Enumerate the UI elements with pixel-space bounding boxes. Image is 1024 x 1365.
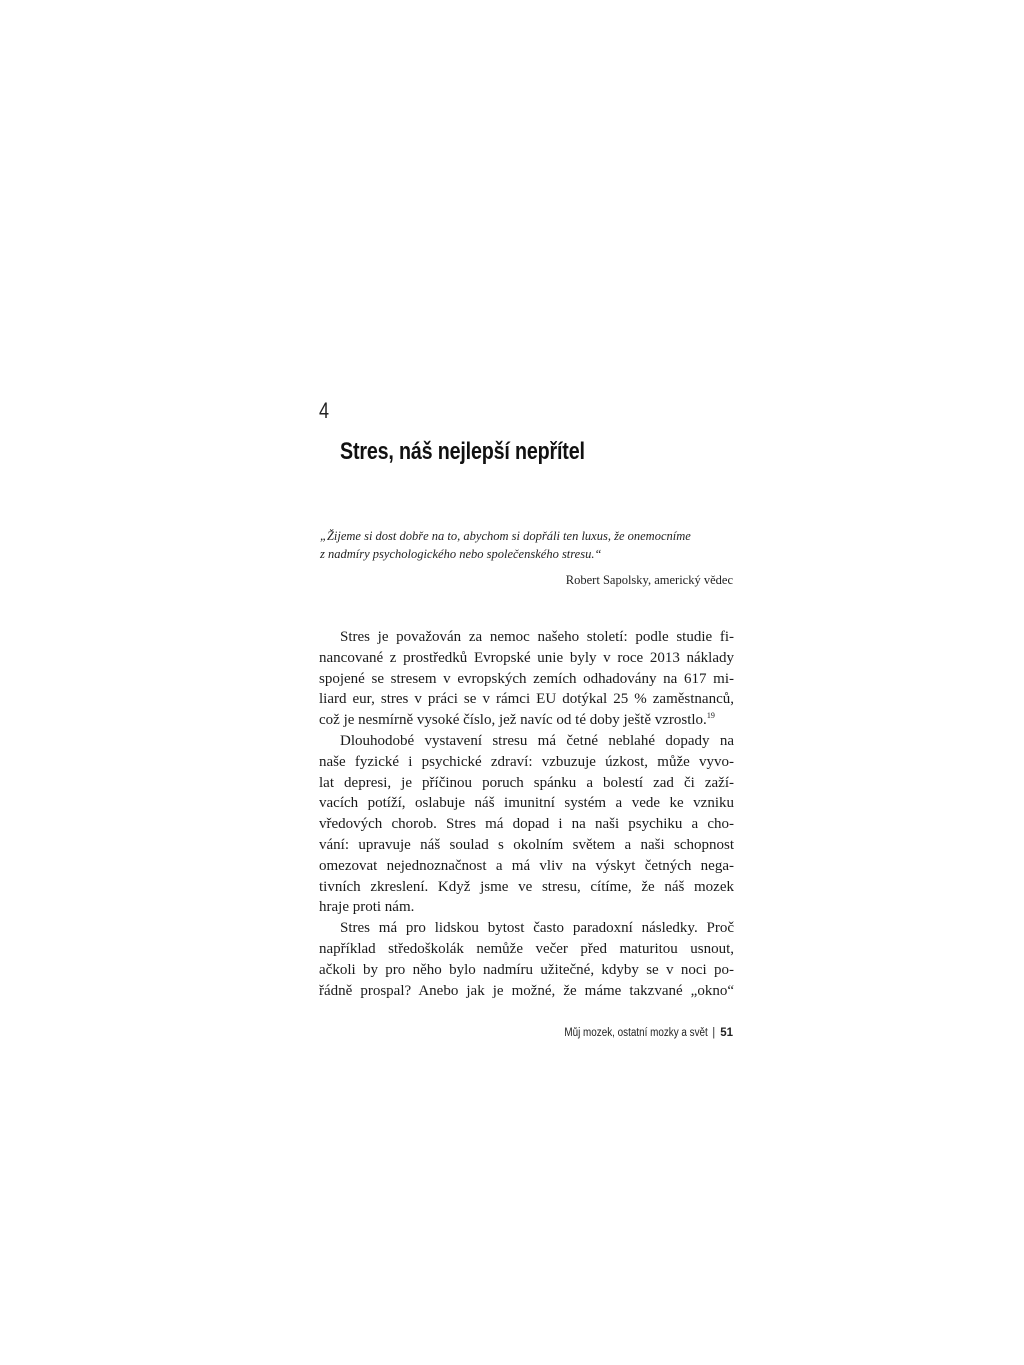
chapter-title: Stres, náš nejlepší nepřítel (340, 438, 585, 465)
body-line: Stres má pro lidskou bytost často paradoxní následky. Proč (340, 920, 734, 937)
page-number: 51 (720, 1027, 733, 1039)
running-title: Můj mozek, ostatní mozky a svět (564, 1027, 709, 1039)
body-line: řádně prospal? Anebo jak je možné, že máme takzvané „okno“ (319, 982, 734, 999)
epigraph-line: „Žijeme si dost dobře na to, abychom si dopřáli ten luxus, že onemocníme (320, 529, 691, 543)
page-footer (540, 1024, 733, 1042)
body-line: omezovat nejednoznačnost a má vliv na výskyt četných nega- (319, 857, 734, 874)
epigraph-author: Robert Sapolsky, americký vědec (565, 573, 733, 587)
chapter-number: 4 (319, 398, 330, 423)
body-line: naše fyzické i psychické zdraví: vzbuzuje úzkost, může vyvo- (319, 753, 734, 770)
footer-separator: | (712, 1027, 716, 1039)
body-line: Dlouhodobé vystavení stresu má četné neblahé dopady na (340, 732, 734, 749)
epigraph-quote (320, 527, 740, 563)
body-line: lat depresi, je příčinou poruch spánku a bolestí zad či zaží- (319, 774, 734, 791)
body-text (319, 627, 734, 1001)
body-line-text: což je nesmírně vysoké číslo, jež navíc od té doby ještě vzrostlo. (319, 712, 707, 729)
body-line: liard eur, stres v práci se v rámci EU dotýkal 25 % zaměstnanců, (319, 691, 734, 708)
body-line: Stres je považován za nemoc našeho století: podle studie fi- (340, 629, 734, 645)
epigraph-line: z nadmíry psychologického nebo společenského stresu.“ (320, 547, 602, 561)
body-line: nancované z prostředků Evropské unie byly v roce 2013 náklady (319, 649, 734, 666)
body-line: například středoškolák nemůže večer před maturitou usnout, (319, 940, 734, 957)
body-line: vání: upravuje náš soulad s okolním světem a naši schopnost (319, 836, 734, 853)
body-line: vředových chorob. Stres má dopad i na naši psychiku a cho- (319, 816, 734, 833)
body-line (319, 710, 734, 731)
body-line: hraje proti nám. (319, 899, 415, 916)
body-line: tivních zkreslení. Když jsme ve stresu, cítíme, že náš mozek (319, 878, 734, 895)
body-line: vacích potíží, oslabuje náš imunitní systém a vede ke vzniku (319, 795, 734, 812)
body-line: ačkoli by pro něho bylo nadmíru užitečné, kdyby se v noci po- (319, 961, 734, 978)
body-line: spojené se stresem v evropských zemích odhadovány na 617 mi- (319, 670, 734, 687)
footnote-reference: 19 (706, 711, 715, 721)
